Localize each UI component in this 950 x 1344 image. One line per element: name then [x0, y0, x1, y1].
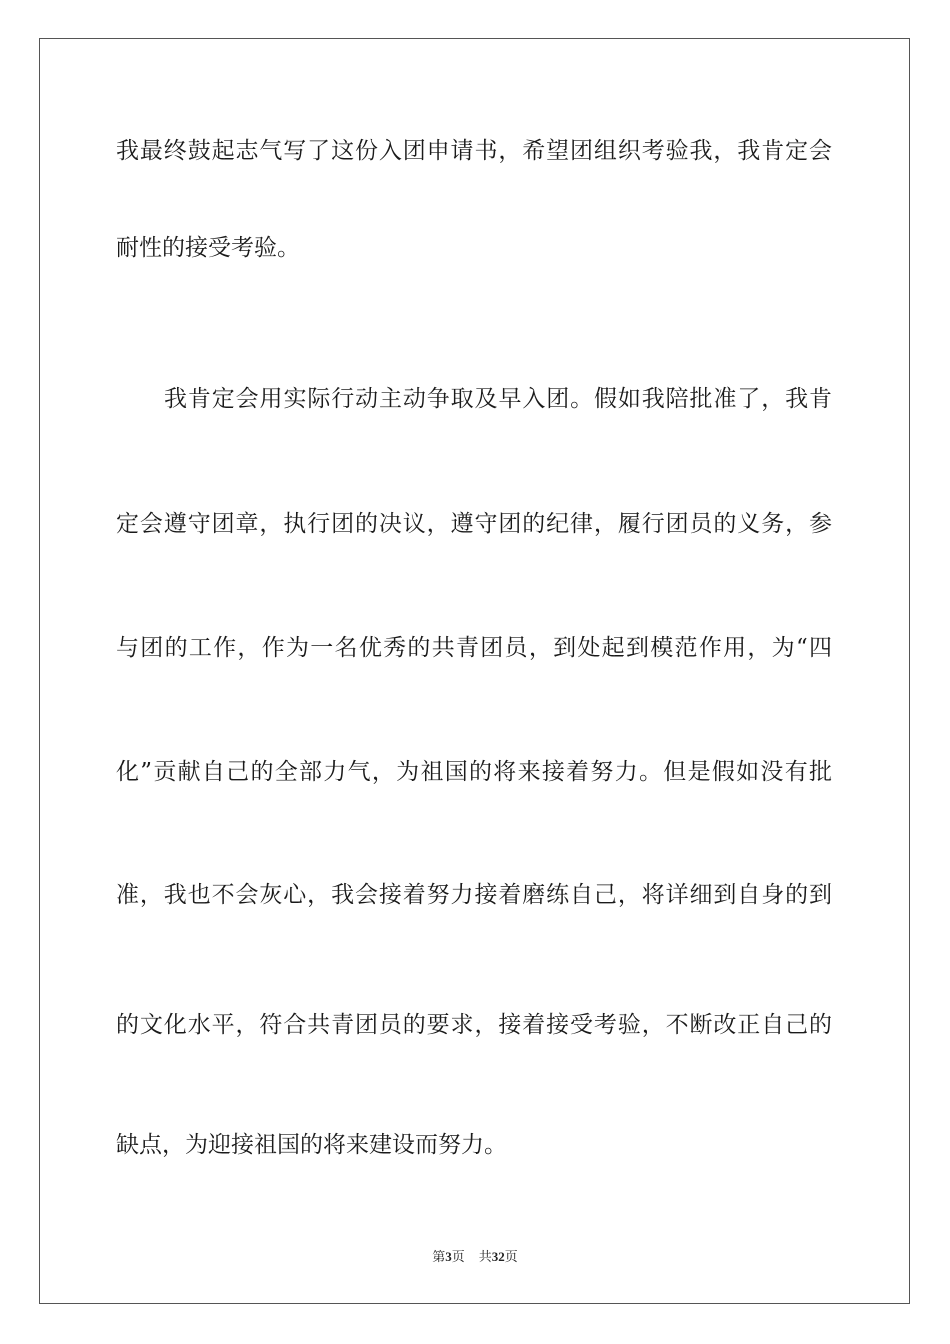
footer-page-suffix: 页 [451, 1250, 465, 1265]
body-line-1: 我最终鼓起志气写了这份入团申请书，希望团组织考验我，我肯定会 [116, 138, 832, 164]
footer-total-pages: 32 [491, 1249, 505, 1264]
body-line-8: 的文化水平，符合共青团员的要求，接着接受考验，不断改正自己的 [116, 1012, 832, 1038]
page-frame [39, 38, 910, 1304]
body-line-6: 化”贡献自己的全部力气，为祖国的将来接着努力。但是假如没有批 [116, 759, 832, 785]
page-footer [0, 1248, 950, 1267]
body-line-9: 缺点，为迎接祖国的将来建设而努力。 [116, 1132, 507, 1158]
body-line-7: 准，我也不会灰心，我会接着努力接着磨练自己，将详细到自身的到 [116, 882, 832, 908]
body-line-3: 我肯定会用实际行动主动争取及早入团。假如我陪批准了，我肯 [164, 386, 832, 412]
footer-total-prefix: 共 [478, 1250, 492, 1265]
body-line-2: 耐性的接受考验。 [116, 235, 300, 261]
footer-page-prefix: 第 [432, 1250, 446, 1265]
body-line-5: 与团的工作，作为一名优秀的共青团员，到处起到模范作用，为“四 [116, 635, 832, 661]
body-line-4: 定会遵守团章，执行团的决议，遵守团的纪律，履行团员的义务，参 [116, 511, 832, 537]
footer-page-number: 3 [445, 1249, 452, 1264]
footer-total-suffix: 页 [504, 1250, 518, 1265]
